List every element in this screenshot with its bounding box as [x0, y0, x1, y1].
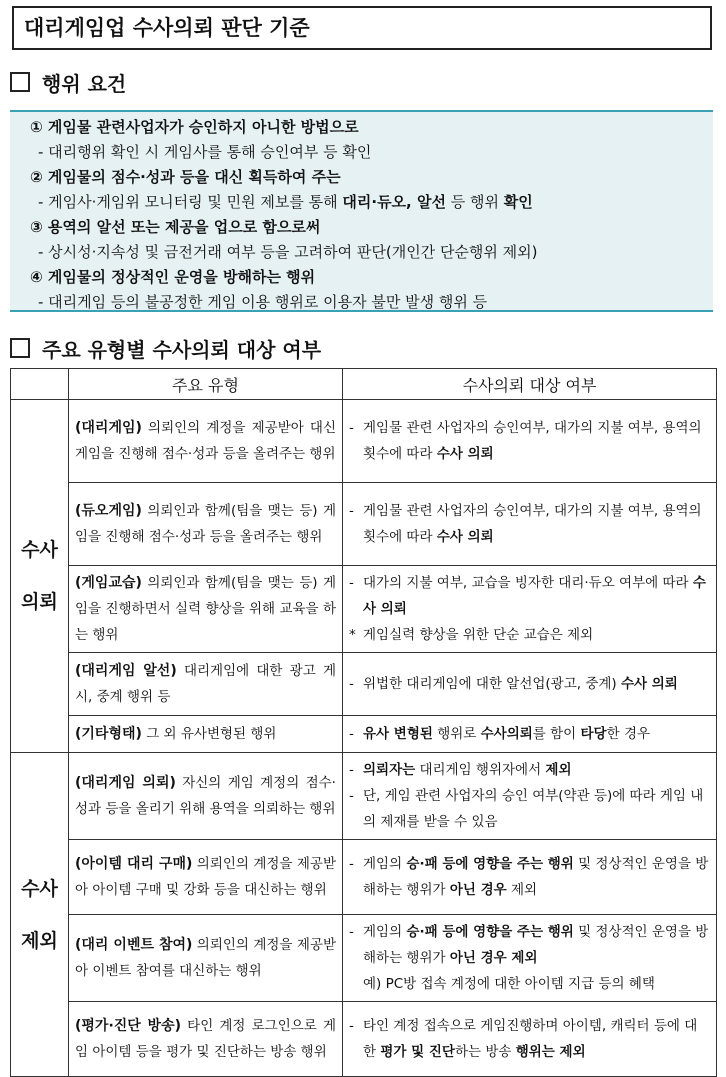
type-cell: (대리게임) 의뢰인의 계정을 제공받아 대신 게임을 진행해 점수·성과 등을 올려주는 행위 — [69, 400, 343, 483]
section-heading-text: 주요 유형별 수사의뢰 대상 여부 — [42, 338, 322, 362]
requirement-3-detail: - 상시성·지속성 및 금전거래 여부 등을 고려하여 판단(개인간 단순행위 제외) — [38, 243, 538, 261]
judgement-cell: - 의뢰자는 대리게임 행위자에서 제외 - 단, 게임 관련 사업자의 승인 여부(약관 등)에 따라 게임 내의 제재를 받을 수 있음 — [343, 753, 717, 840]
table-row — [11, 915, 717, 1002]
requirement-1: ① 게임물 관련사업자가 승인하지 아니한 방법으로 — [30, 118, 359, 136]
category-investigation-excluded: 수사 제외 — [11, 753, 69, 1077]
table-row — [11, 1002, 717, 1077]
table-row — [11, 400, 717, 483]
type-cell: (듀오게임) 의뢰인과 함께(팀을 맺는 등) 게임을 진행해 점수·성과 등을 올려주는 행위 — [69, 483, 343, 566]
section-heading-types — [10, 334, 321, 363]
type-cell: (평가·진단 방송) 타인 계정 로그인으로 게임 아이템 등을 평가 및 진단하는 방송 행위 — [69, 1002, 343, 1077]
requirement-2-detail: - 게임사·게임위 모니터링 및 민원 제보를 통해 대리·듀오, 알선 등 행위 확인 — [38, 193, 533, 211]
section-heading-requirements — [10, 68, 126, 97]
square-bullet-icon — [10, 338, 30, 358]
table-row — [11, 716, 717, 753]
header-empty — [11, 369, 69, 400]
judgement-cell: - 게임의 승·패 등에 영향을 주는 행위 및 정상적인 운영을 방해하는 행위가 아닌 경우 제외 예) PC방 접속 계정에 대한 아이템 지급 등의 혜택 — [343, 915, 717, 1002]
requirement-4: ④ 게임물의 정상적인 운영을 방해하는 행위 — [30, 268, 316, 286]
table-row — [11, 566, 717, 653]
section-heading-text: 행위 요건 — [42, 72, 127, 96]
header-judgement: 수사의뢰 대상 여부 — [343, 369, 717, 400]
judgement-cell: - 대가의 지불 여부, 교습을 빙자한 대리·듀오 여부에 따라 수사 의뢰 * 게임실력 향상을 위한 단순 교습은 제외 — [343, 566, 717, 653]
table-row — [11, 483, 717, 566]
table-row — [11, 840, 717, 915]
requirement-1-detail: - 대리행위 확인 시 게임사를 통해 승인여부 등 확인 — [38, 143, 372, 161]
category-investigation-request: 수사 의뢰 — [11, 400, 69, 753]
type-cell: (아이템 대리 구매) 의뢰인의 계정을 제공받아 아이템 구매 및 강화 등을 대신하는 행위 — [69, 840, 343, 915]
judgement-cell: - 게임물 관련 사업자의 승인여부, 대가의 지불 여부, 용역의 횟수에 따라 수사 의뢰 — [343, 483, 717, 566]
requirement-3: ③ 용역의 알선 또는 제공을 업으로 함으로써 — [30, 218, 321, 236]
judgement-cell: - 게임의 승·패 등에 영향을 주는 행위 및 정상적인 운영을 방해하는 행위가 아닌 경우 제외 — [343, 840, 717, 915]
judgement-cell: - 게임물 관련 사업자의 승인여부, 대가의 지불 여부, 용역의 횟수에 따라 수사 의뢰 — [343, 400, 717, 483]
type-cell: (대리게임 알선) 대리게임에 대한 광고 게시, 중계 행위 등 — [69, 653, 343, 716]
requirement-2: ② 게임물의 점수·성과 등을 대신 획득하여 주는 — [30, 168, 341, 186]
table-row — [11, 653, 717, 716]
square-bullet-icon — [10, 72, 30, 92]
type-cell: (게임교습) 의뢰인과 함께(팀을 맺는 등) 게임을 진행하면서 실력 향상을 위해 교육을 하는 행위 — [69, 566, 343, 653]
page-title: 대리게임업 수사의뢰 판단 기준 — [12, 6, 712, 50]
type-cell: (대리게임 의뢰) 자신의 게임 계정의 점수·성과 등을 올리기 위해 용역을 의뢰하는 행위 — [69, 753, 343, 840]
types-table — [10, 368, 717, 1077]
table-header-row — [11, 369, 717, 400]
type-cell: (기타형태) 그 외 유사변형된 행위 — [69, 716, 343, 753]
judgement-cell: - 위법한 대리게임에 대한 알선업(광고, 중계) 수사 의뢰 — [343, 653, 717, 716]
table-row — [11, 753, 717, 840]
requirements-box — [10, 110, 713, 312]
requirement-4-detail: - 대리게임 등의 불공정한 게임 이용 행위로 이용자 불만 발생 행위 등 — [38, 293, 488, 311]
type-cell: (대리 이벤트 참여) 의뢰인의 계정을 제공받아 이벤트 참여를 대신하는 행위 — [69, 915, 343, 1002]
header-type: 주요 유형 — [69, 369, 343, 400]
judgement-cell: - 유사 변형된 행위로 수사의뢰를 함이 타당한 경우 — [343, 716, 717, 753]
judgement-cell: - 타인 계정 접속으로 게임진행하며 아이템, 캐릭터 등에 대한 평가 및 진단하는 방송 행위는 제외 — [343, 1002, 717, 1077]
